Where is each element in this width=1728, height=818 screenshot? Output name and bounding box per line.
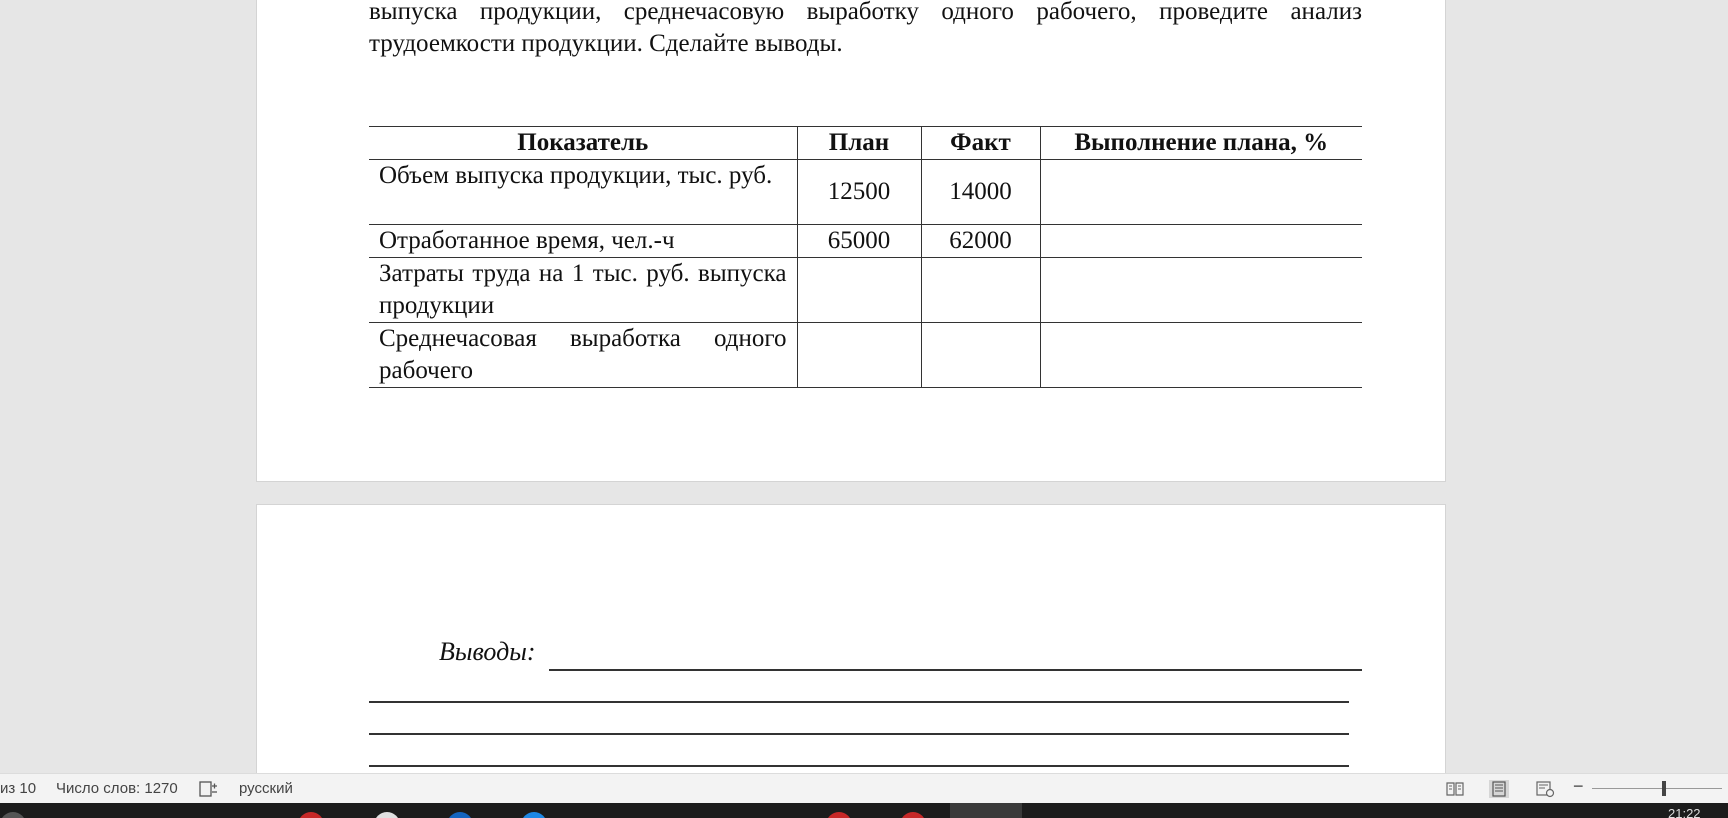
- zoom-slider-thumb[interactable]: [1662, 781, 1666, 796]
- web-layout-icon[interactable]: [1535, 780, 1555, 798]
- table-row: [369, 225, 1362, 258]
- status-bar: [0, 773, 1728, 803]
- indicators-table: [369, 126, 1362, 388]
- zoom-out-button[interactable]: −: [1573, 776, 1584, 796]
- word-count[interactable]: Число слов: 1270: [56, 780, 178, 797]
- fact-cell[interactable]: [921, 258, 1040, 323]
- answer-line[interactable]: [369, 733, 1349, 735]
- table-header-row: [369, 127, 1362, 160]
- percent-cell[interactable]: [1040, 160, 1362, 225]
- language-indicator[interactable]: русский: [239, 780, 293, 797]
- conclusion-label: Выводы:: [439, 637, 536, 666]
- table-row: [369, 323, 1362, 388]
- table-row: [369, 160, 1362, 225]
- row-label[interactable]: Отработанное время, чел.-ч: [369, 225, 797, 258]
- page-indicator[interactable]: из 10: [0, 780, 37, 797]
- print-layout-icon[interactable]: [1489, 780, 1509, 798]
- row-label[interactable]: Затраты труда на 1 тыс. руб. выпуска продукции: [369, 258, 797, 323]
- header-indicator: Показатель: [369, 127, 797, 160]
- plan-cell[interactable]: [797, 258, 921, 323]
- header-plan: План: [797, 127, 921, 160]
- row-label[interactable]: Объем выпуска продукции, тыс. руб.: [369, 160, 797, 225]
- taskbar: [0, 803, 1728, 818]
- document-page-2: [256, 504, 1446, 784]
- header-plan-completion: Выполнение плана, %: [1040, 127, 1362, 160]
- fact-cell[interactable]: [921, 323, 1040, 388]
- paragraph-line: трудоемкости продукции. Сделайте выводы.: [369, 30, 843, 57]
- fact-cell[interactable]: 14000: [921, 160, 1040, 225]
- percent-cell[interactable]: [1040, 258, 1362, 323]
- zoom-slider-track[interactable]: [1592, 788, 1722, 789]
- paragraph-line: выпуска продукции, среднечасовую выработку одного рабочего, проведите анализ: [369, 0, 1362, 25]
- answer-line[interactable]: [549, 669, 1362, 671]
- header-fact: Факт: [921, 127, 1040, 160]
- table-row: [369, 258, 1362, 323]
- plan-cell[interactable]: [797, 323, 921, 388]
- read-mode-icon[interactable]: [1445, 780, 1465, 798]
- plan-cell[interactable]: 12500: [797, 160, 921, 225]
- taskbar-clock[interactable]: 21:22: [1668, 806, 1701, 818]
- task-paragraph: [369, 0, 1362, 60]
- answer-line[interactable]: [369, 765, 1349, 767]
- answer-line[interactable]: [369, 701, 1349, 703]
- percent-cell[interactable]: [1040, 225, 1362, 258]
- active-taskbar-app[interactable]: [950, 803, 1022, 818]
- percent-cell[interactable]: [1040, 323, 1362, 388]
- row-label[interactable]: Среднечасовая выработка одного рабочего: [369, 323, 797, 388]
- plan-cell[interactable]: 65000: [797, 225, 921, 258]
- fact-cell[interactable]: 62000: [921, 225, 1040, 258]
- proofing-icon[interactable]: [199, 780, 219, 798]
